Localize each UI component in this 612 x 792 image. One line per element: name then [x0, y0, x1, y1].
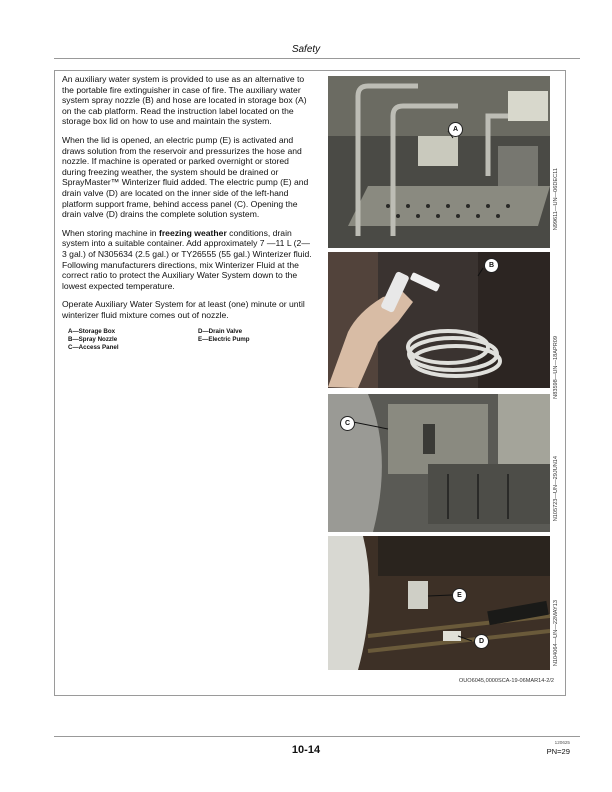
photo-code-4: N104064—UN—22MAY13: [553, 600, 559, 667]
photo-access-panel: [328, 394, 550, 532]
photo-storage-box: [328, 76, 550, 248]
callout-a: A: [448, 122, 463, 137]
callout-c: C: [340, 416, 355, 431]
pn-number: PN=29: [546, 747, 570, 756]
photo-code-1: N99611—UN—06DEC11: [553, 168, 559, 231]
body-text: [62, 74, 314, 351]
callout-b: B: [484, 258, 499, 273]
parts-legend: [68, 328, 314, 351]
access-panel-illustration: [328, 394, 550, 532]
header-rule: [54, 58, 580, 59]
photo-code-3: N105723—UN—29JUN14: [553, 456, 559, 522]
photo-spray-nozzle: [328, 252, 550, 388]
footer-rule: [54, 736, 580, 737]
pump-valve-illustration: [328, 536, 550, 670]
photo-code-2: N83598—UN—18APR09: [553, 336, 559, 399]
platform-illustration: [328, 76, 550, 248]
section-header: Safety: [291, 44, 321, 55]
paragraph-pump: When the lid is opened, an electric pump (E) is activated and draws solution from the reservoir and pressurizes the hose and nozzle. If machine is operated or parked overnight or stored during freezing weather, the system should be drained or SprayMaster™ Winterizer fluid added. The electric pump (E) and drain valve (D) are located on the inner side of the left-hand platform support frame, behind access panel (C). Opening the drain valve (D) drains the complete solution system.: [62, 134, 309, 220]
paragraph-freezing: [62, 228, 314, 292]
legend-item-b: B—Spray Nozzle: [68, 336, 118, 344]
revision-code: 120625: [554, 740, 570, 745]
legend-column-2: [198, 328, 298, 351]
legend-column-1: [68, 328, 168, 351]
page-number: 10-14: [291, 744, 321, 756]
callout-e: E: [452, 588, 467, 603]
paragraph-operate: Operate Auxiliary Water System for at least (one) minute or until winterizer fluid mixture comes out of nozzle.: [62, 299, 305, 320]
legend-item-d: D—Drain Valve: [198, 328, 243, 336]
legend-item-c: C—Access Panel: [68, 343, 119, 351]
freezing-weather-emphasis: freezing weather: [158, 227, 227, 238]
paragraph-freezing-end: conditions, drain system into a suitable container. Add approximately 7 —11 L (2—3 gal.) of N305634 (2.5 gal.) or TY26555 (55 gal.) Winterizer fluid. Following manufacturers directions, mix Winterizer Fluid at the correct ratio to protect the Auxiliary Water System down to the lowest expected temperature.: [62, 227, 312, 291]
photo-pump-valve: [328, 536, 550, 670]
legend-item-e: E—Electric Pump: [198, 336, 250, 344]
legend-item-a: A—Storage Box: [68, 328, 116, 336]
nozzle-illustration: [328, 252, 550, 388]
paragraph-intro: An auxiliary water system is provided to use as an alternative to the portable fire extinguisher in case of fire. The auxiliary water system spray nozzle (B) and hose are located in storage box (A) on the cab platform. Read the instruction label located on the storage box lid on how to use and maintain the system.: [62, 74, 307, 127]
callout-d: D: [474, 634, 489, 649]
paragraph-freezing-start: When storing machine in: [62, 227, 159, 238]
document-reference: OUO6045,0000SCA-19-06MAR14-2/2: [458, 678, 554, 684]
